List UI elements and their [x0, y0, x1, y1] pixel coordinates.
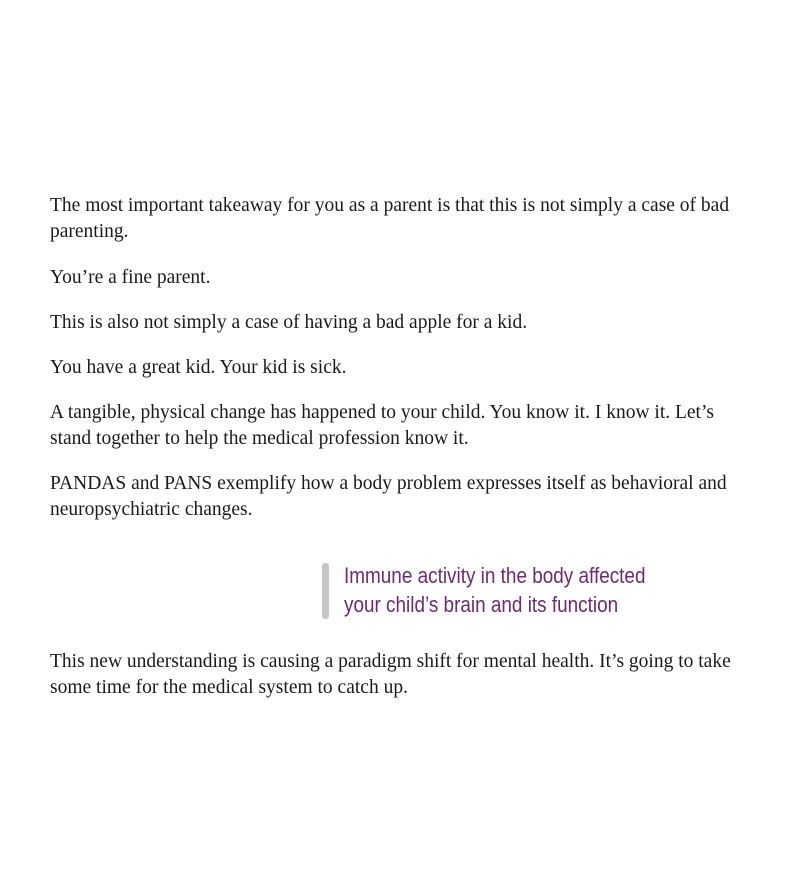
paragraph-great-kid: You have a great kid. Your kid is sick. [50, 357, 347, 378]
paragraph-bad-apple: This is also not simply a case of having a bad apple for a kid. [50, 312, 528, 333]
paragraph-takeaway: The most important takeaway for you as a parent is that this is not simply a case of bad parenting. [50, 195, 730, 242]
pull-quote-line-2: your child’s brain and its function [344, 592, 619, 617]
pull-quote-text [344, 561, 688, 619]
paragraph-pandas-pans: PANDAS and PANS exemplify how a body problem expresses itself as behavioral and neuropsychiatric changes. [50, 473, 727, 520]
paragraph-tangible-change: A tangible, physical change has happened to your child. You know it. I know it. Let’s stand together to help the medical profession know it. [50, 402, 714, 449]
pull-quote-bar [322, 563, 329, 619]
paragraph-fine-parent: You’re a fine parent. [50, 267, 211, 288]
paragraph-paradigm-shift: This new understanding is causing a paradigm shift for mental health. It’s going to take some time for the medical system to catch up. [50, 651, 731, 698]
pull-quote [322, 561, 742, 619]
pull-quote-line-1: Immune activity in the body affected [344, 563, 646, 588]
